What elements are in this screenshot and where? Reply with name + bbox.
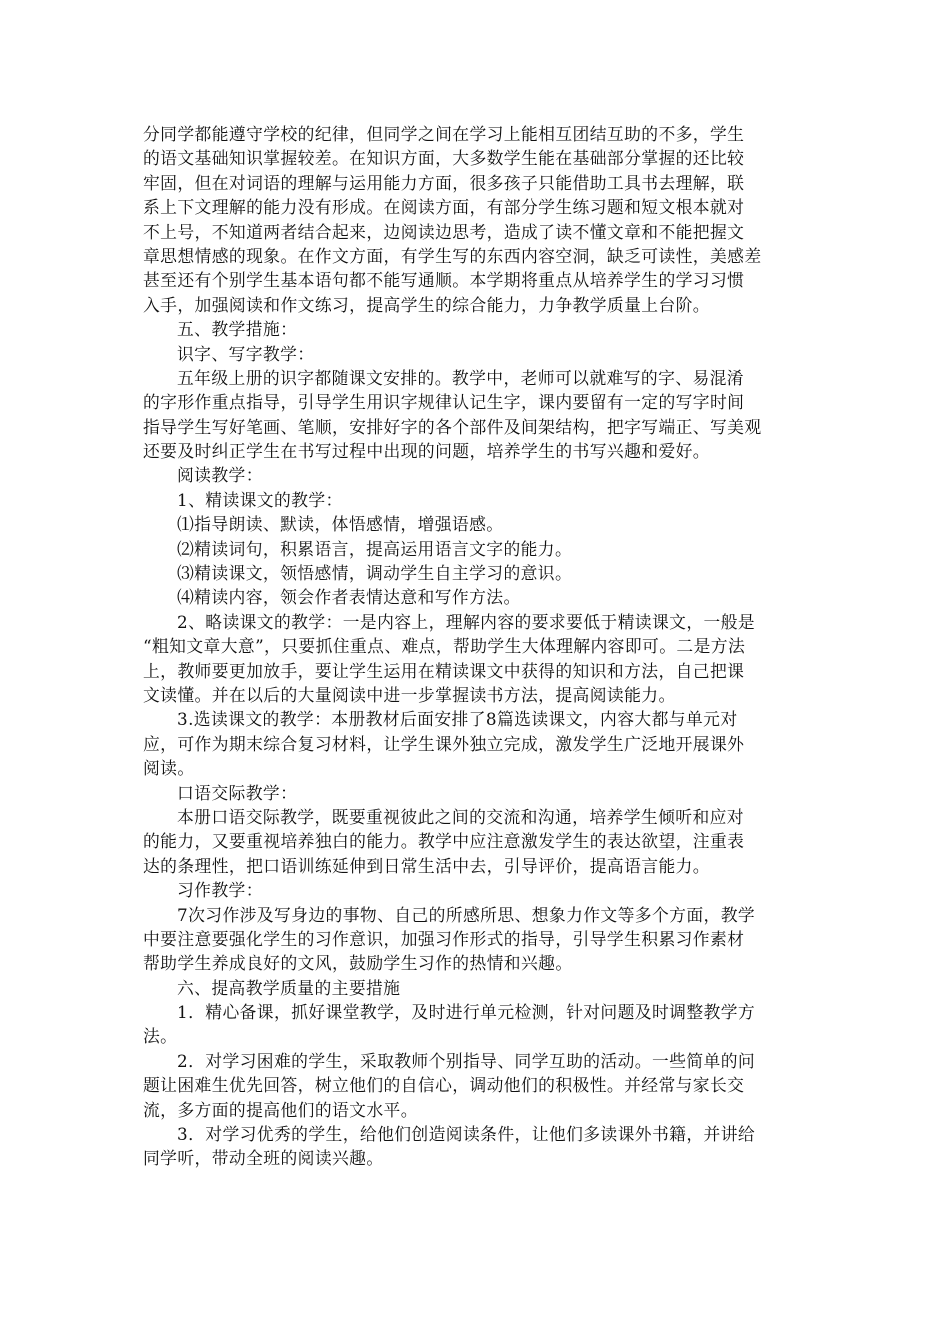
text-line: 牢固，但在对词语的理解与运用能力方面，很多孩子只能借助工具书去理解，联 [143, 172, 745, 193]
text-line: 7次习作涉及写身边的事物、自己的所感所思、想象力作文等多个方面，教学 [177, 904, 756, 925]
text-line: 六、提高教学质量的主要措施 [177, 977, 401, 998]
document-page [143, 122, 807, 1171]
text-line: 不上号，不知道两者结合起来，边阅读边思考，造成了读不懂文章和不能把握文 [143, 221, 745, 242]
text-line: 阅读教学： [177, 465, 263, 486]
text-line: 还要及时纠正学生在书写过程中出现的问题，培养学生的书写兴趣和爱好。 [143, 441, 710, 462]
text-line: 上，教师要更加放手，要让学生运用在精读课文中获得的知识和方法，自己把课 [143, 660, 745, 681]
text-line: 流，多方面的提高他们的语文水平。 [143, 1099, 418, 1120]
text-line: 甚至还有个别学生基本语句都不能写通顺。本学期将重点从培养学生的学习习惯 [143, 270, 745, 291]
text-line: 入手，加强阅读和作文练习，提高学生的综合能力，力争教学质量上台阶。 [143, 294, 710, 315]
text-line: 口语交际教学： [177, 782, 298, 803]
text-line: ⑴指导朗读、默读，体悟感情，增强语感。 [177, 514, 504, 535]
text-line: 3.选读课文的教学：本册教材后面安排了8篇选读课文，内容大都与单元对 [177, 709, 738, 730]
text-line: 章思想情感的现象。在作文方面，有学生写的东西内容空洞，缺乏可读性，美感差 [143, 245, 762, 266]
text-line: ⑶精读课文，领悟感情，调动学生自主学习的意识。 [177, 563, 573, 584]
text-line: 五、教学措施： [177, 319, 298, 340]
text-line: 应，可作为期末综合复习材料，让学生课外独立完成，激发学生广泛地开展课外 [143, 733, 745, 754]
text-line: 2、略读课文的教学：一是内容上，理解内容的要求要低于精读课文，一般是 [177, 611, 756, 632]
text-line: 的字形作重点指导，引导学生用识字规律认记生字，课内要留有一定的写字时间 [143, 392, 745, 413]
text-line: 的语文基础知识掌握较差。在知识方面，大多数学生能在基础部分掌握的还比较 [143, 148, 745, 169]
text-line: 法。 [143, 1026, 178, 1047]
text-line: 文读懂。并在以后的大量阅读中进一步掌握读书方法，提高阅读能力。 [143, 684, 676, 705]
text-line: 同学听，带动全班的阅读兴趣。 [143, 1148, 384, 1169]
text-line: 五年级上册的识字都随课文安排的。教学中，老师可以就难写的字、易混淆 [177, 367, 744, 388]
text-line: 帮助学生养成良好的文风，鼓励学生习作的热情和兴趣。 [143, 953, 573, 974]
text-line: 1．精心备课，抓好课堂教学，及时进行单元检测，针对问题及时调整教学方 [177, 1002, 756, 1023]
text-line: 达的条理性，把口语训练延伸到日常生活中去，引导评价，提高语言能力。 [143, 855, 710, 876]
text-line: 的能力，又要重视培养独白的能力。教学中应注意激发学生的表达欲望，注重表 [143, 831, 745, 852]
text-line: 2．对学习困难的学生，采取教师个别指导、同学互助的活动。一些简单的问 [177, 1050, 756, 1071]
text-line: “粗知文章大意”，只要抓住重点、难点，帮助学生大体理解内容即可。二是方法 [143, 636, 746, 657]
text-line: 系上下文理解的能力没有形成。在阅读方面，有部分学生练习题和短文根本就对 [143, 197, 745, 218]
text-line: ⑵精读词句，积累语言，提高运用语言文字的能力。 [177, 538, 573, 559]
text-line: 题让困难生优先回答，树立他们的自信心，调动他们的积极性。并经常与家长交 [143, 1075, 745, 1096]
text-line: 分同学都能遵守学校的纪律，但同学之间在学习上能相互团结互助的不多，学生 [143, 124, 745, 144]
text-line: 识字、写字教学： [177, 343, 315, 364]
text-line: 习作教学： [177, 880, 263, 901]
text-line: 阅读。 [143, 758, 195, 779]
text-line: 3．对学习优秀的学生，给他们创造阅读条件，让他们多读课外书籍，并讲给 [177, 1124, 756, 1145]
text-line: 1、精读课文的教学： [177, 489, 343, 510]
text-line: 本册口语交际教学，既要重视彼此之间的交流和沟通，培养学生倾听和应对 [177, 806, 744, 827]
text-line: ⑷精读内容，领会作者表情达意和写作方法。 [177, 587, 521, 608]
text-line: 中要注意要强化学生的习作意识，加强习作形式的指导，引导学生积累习作素材 [143, 928, 745, 949]
text-line: 指导学生写好笔画、笔顺，安排好字的各个部件及间架结构，把字写端正、写美观 [143, 416, 762, 437]
